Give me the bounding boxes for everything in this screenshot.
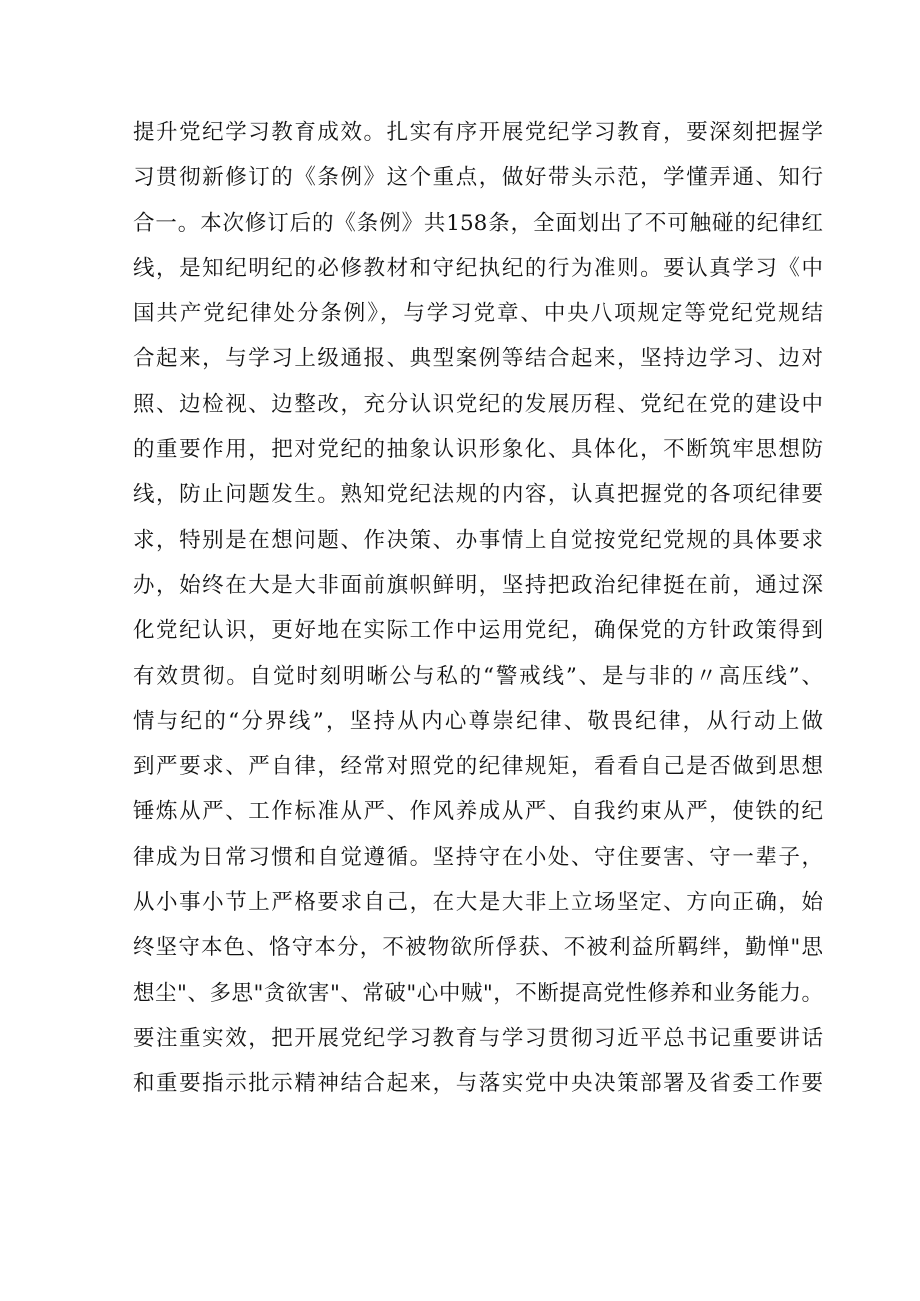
text-line: 习贯彻新修订的《条例》这个重点，做好带头示范，学懂弄通、知行 xyxy=(133,165,823,191)
text-line: 国共产党纪律处分条例》，与学习党章、中央八项规定等党纪党规结 xyxy=(133,301,823,327)
body-paragraph xyxy=(133,110,823,1107)
text-line: 有效贯彻。自觉时刻明晰公与私的“警戒线”、是与非的〃高压线”、 xyxy=(133,663,823,689)
text-line: 化党纪认识，更好地在实际工作中运用党纪，确保党的方针政策得到 xyxy=(133,618,823,644)
text-line: 从小事小节上严格要求自己，在大是大非上立场坚定、方向正确，始 xyxy=(133,890,823,916)
text-line: 合一。本次修订后的《条例》共158条，全面划出了不可触碰的纪律红 xyxy=(133,210,823,236)
text-line: 和重要指示批示精神结合起来，与落实党中央决策部署及省委工作要 xyxy=(133,1071,823,1097)
text-line: 要注重实效，把开展党纪学习教育与学习贯彻习近平总书记重要讲话 xyxy=(133,1025,823,1051)
text-line: 律成为日常习惯和自觉遵循。坚持守在小处、守住要害、守一辈子， xyxy=(133,844,823,870)
text-line: 情与纪的“分界线”，坚持从内心尊崇纪律、敬畏纪律，从行动上做 xyxy=(133,708,823,734)
text-line: 终坚守本色、恪守本分，不被物欲所俘获、不被利益所羁绊，勤惮"思 xyxy=(133,935,823,961)
text-line: 到严要求、严自律，经常对照党的纪律规矩，看看自己是否做到思想 xyxy=(133,754,823,780)
text-line: 线，是知纪明纪的必修教材和守纪执纪的行为准则。要认真学习《中 xyxy=(133,255,823,281)
text-line: 锤炼从严、工作标准从严、作风养成从严、自我约束从严，使铁的纪 xyxy=(133,799,823,825)
text-line: 合起来，与学习上级通报、典型案例等结合起来，坚持边学习、边对 xyxy=(133,346,823,372)
text-line: 提升党纪学习教育成效。扎实有序开展党纪学习教育，要深刻把握学 xyxy=(133,120,823,145)
text-line: 办，始终在大是大非面前旗帜鲜明，坚持把政治纪律挺在前，通过深 xyxy=(133,572,823,598)
text-line: 求，特别是在想问题、作决策、办事情上自觉按党纪党规的具体要求 xyxy=(133,527,823,553)
text-line: 想尘"、多思"贪欲害"、常破"心中贼"，不断提高党性修养和业务能力。 xyxy=(133,980,823,1006)
text-line: 照、边检视、边整改，充分认识党纪的发展历程、党纪在党的建设中 xyxy=(133,391,823,417)
text-line: 的重要作用，把对党纪的抽象认识形象化、具体化，不断筑牢思想防 xyxy=(133,437,823,463)
text-line: 线，防止问题发生。熟知党纪法规的内容，认真把握党的各项纪律要 xyxy=(133,482,823,508)
